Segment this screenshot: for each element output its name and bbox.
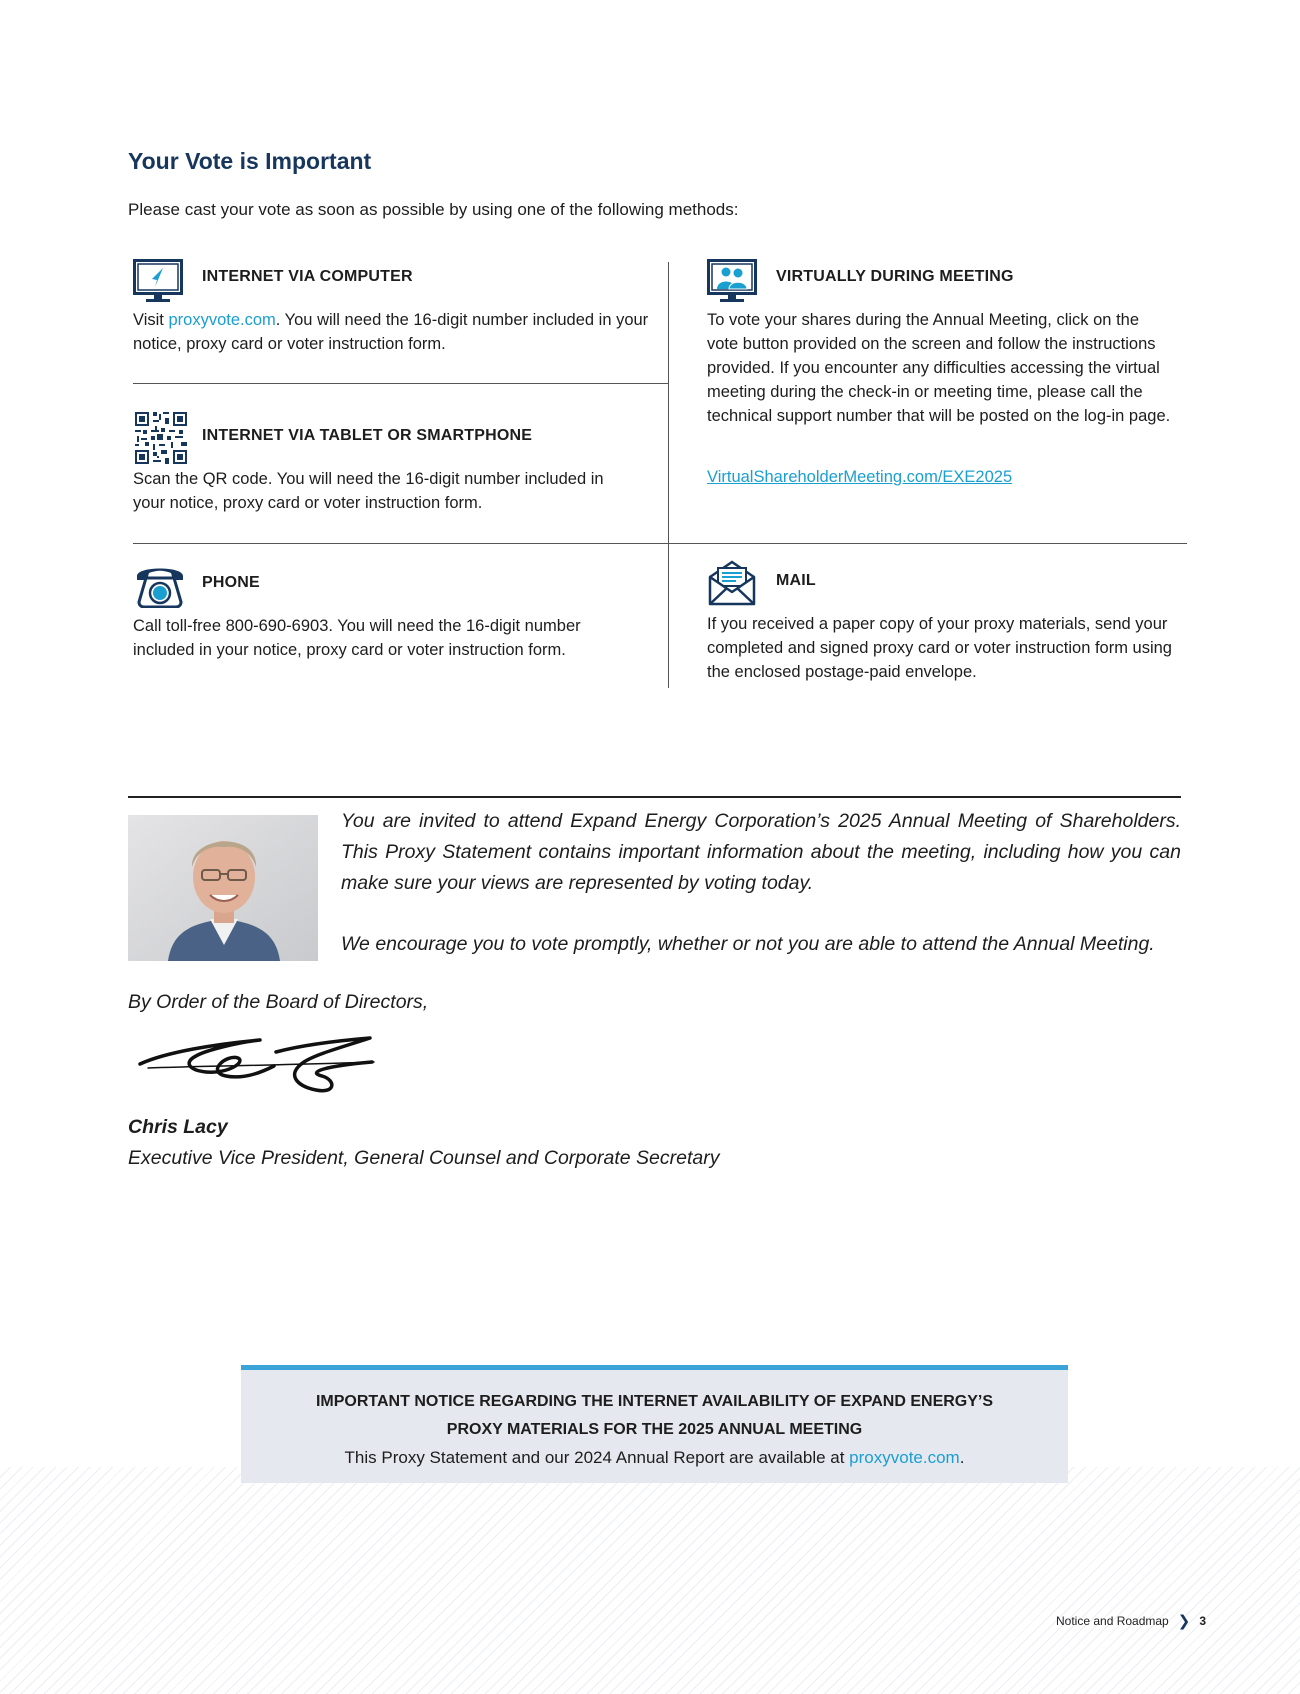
signature-image — [136, 1032, 376, 1104]
method-tablet-text: Scan the QR code. You will need the 16-digit number included in your notice, proxy card or voter instruction form. — [133, 470, 604, 512]
method-virtual-text: To vote your shares during the Annual Meeting, click on the vote button provided on the screen and follow the instructions provided. If you encounter any difficulties accessing the virtual meeting during the check-in or meeting time, please call the technical support number that will be posted on the log-in page. — [707, 311, 1171, 425]
executive-photo — [128, 815, 318, 961]
mail-envelope-icon — [707, 560, 757, 606]
method-phone-text: Call toll-free 800-690-6903. You will need the 16-digit number included in your notice, proxy card or voter instruction form. — [133, 617, 581, 659]
row-divider-left — [133, 383, 668, 384]
method-computer — [133, 259, 653, 369]
invitation-paragraph-2: We encourage you to vote promptly, whether or not you are able to attend the Annual Meeting. — [341, 933, 1155, 955]
computer-text-after: . You will need the 16-digit number included in your notice, proxy card or voter instruction form. — [133, 311, 649, 353]
method-mail-text: If you received a paper copy of your proxy materials, send your completed and signed proxy card or voter instruction form using the enclosed postage-paid envelope. — [707, 615, 1172, 681]
section-rule — [128, 796, 1181, 798]
page-footer — [1056, 1612, 1206, 1630]
computer-text-before: Visit — [133, 311, 169, 329]
notice-heading-line-1: IMPORTANT NOTICE REGARDING THE INTERNET AVAILABILITY OF EXPAND ENERGY’S — [315, 1393, 994, 1410]
notice-body — [241, 1444, 1068, 1472]
notice-text-after: . — [959, 1448, 965, 1467]
notice-text-before: This Proxy Statement and our 2024 Annual Report are available at — [344, 1448, 850, 1467]
method-mail — [707, 560, 1187, 680]
row-divider-full — [133, 543, 1187, 544]
page-title: Your Vote is Important — [128, 148, 372, 174]
invitation-paragraph-1: You are invited to attend Expand Energy Corporation’s 2025 Annual Meeting of Shareholders. This Proxy Statement contains important information about the meeting, including how you can make sure your views are represented by voting today. — [341, 810, 1181, 894]
method-tablet — [133, 410, 653, 520]
intro-text: Please cast your vote as soon as possible by using one of the following methods: — [128, 200, 739, 219]
method-phone-title: PHONE — [202, 574, 260, 591]
method-mail-title: MAIL — [776, 572, 816, 589]
proxyvote-link[interactable]: proxyvote.com — [168, 311, 276, 329]
telephone-icon — [133, 562, 187, 608]
footer-section-label: Notice and Roadmap — [1056, 1614, 1169, 1628]
method-computer-title: INTERNET VIA COMPUTER — [202, 268, 413, 285]
hatched-background — [0, 1467, 1300, 1694]
closing-line: By Order of the Board of Directors, — [128, 991, 429, 1013]
virtual-meeting-link[interactable]: VirtualShareholderMeeting.com/EXE2025 — [707, 468, 1013, 486]
method-virtual — [707, 259, 1187, 499]
chevron-right-icon: ❯ — [1177, 1613, 1191, 1630]
column-divider — [668, 262, 669, 688]
signer-name: Chris Lacy — [128, 1116, 228, 1138]
notice-heading-line-2: PROXY MATERIALS FOR THE 2025 ANNUAL MEETING — [446, 1421, 863, 1438]
notice-proxyvote-link[interactable]: proxyvote.com — [849, 1448, 960, 1467]
computer-monitor-icon — [133, 259, 183, 303]
method-virtual-title: VIRTUALLY DURING MEETING — [776, 268, 1014, 285]
qr-code-icon — [133, 410, 189, 466]
page-number: 3 — [1199, 1614, 1206, 1628]
method-tablet-title: INTERNET VIA TABLET OR SMARTPHONE — [202, 427, 533, 444]
method-computer-text — [133, 308, 653, 356]
method-phone — [133, 562, 653, 662]
internet-availability-notice — [241, 1365, 1068, 1483]
signer-title: Executive Vice President, General Counsel and Corporate Secretary — [128, 1147, 720, 1169]
virtual-meeting-icon — [707, 259, 757, 303]
